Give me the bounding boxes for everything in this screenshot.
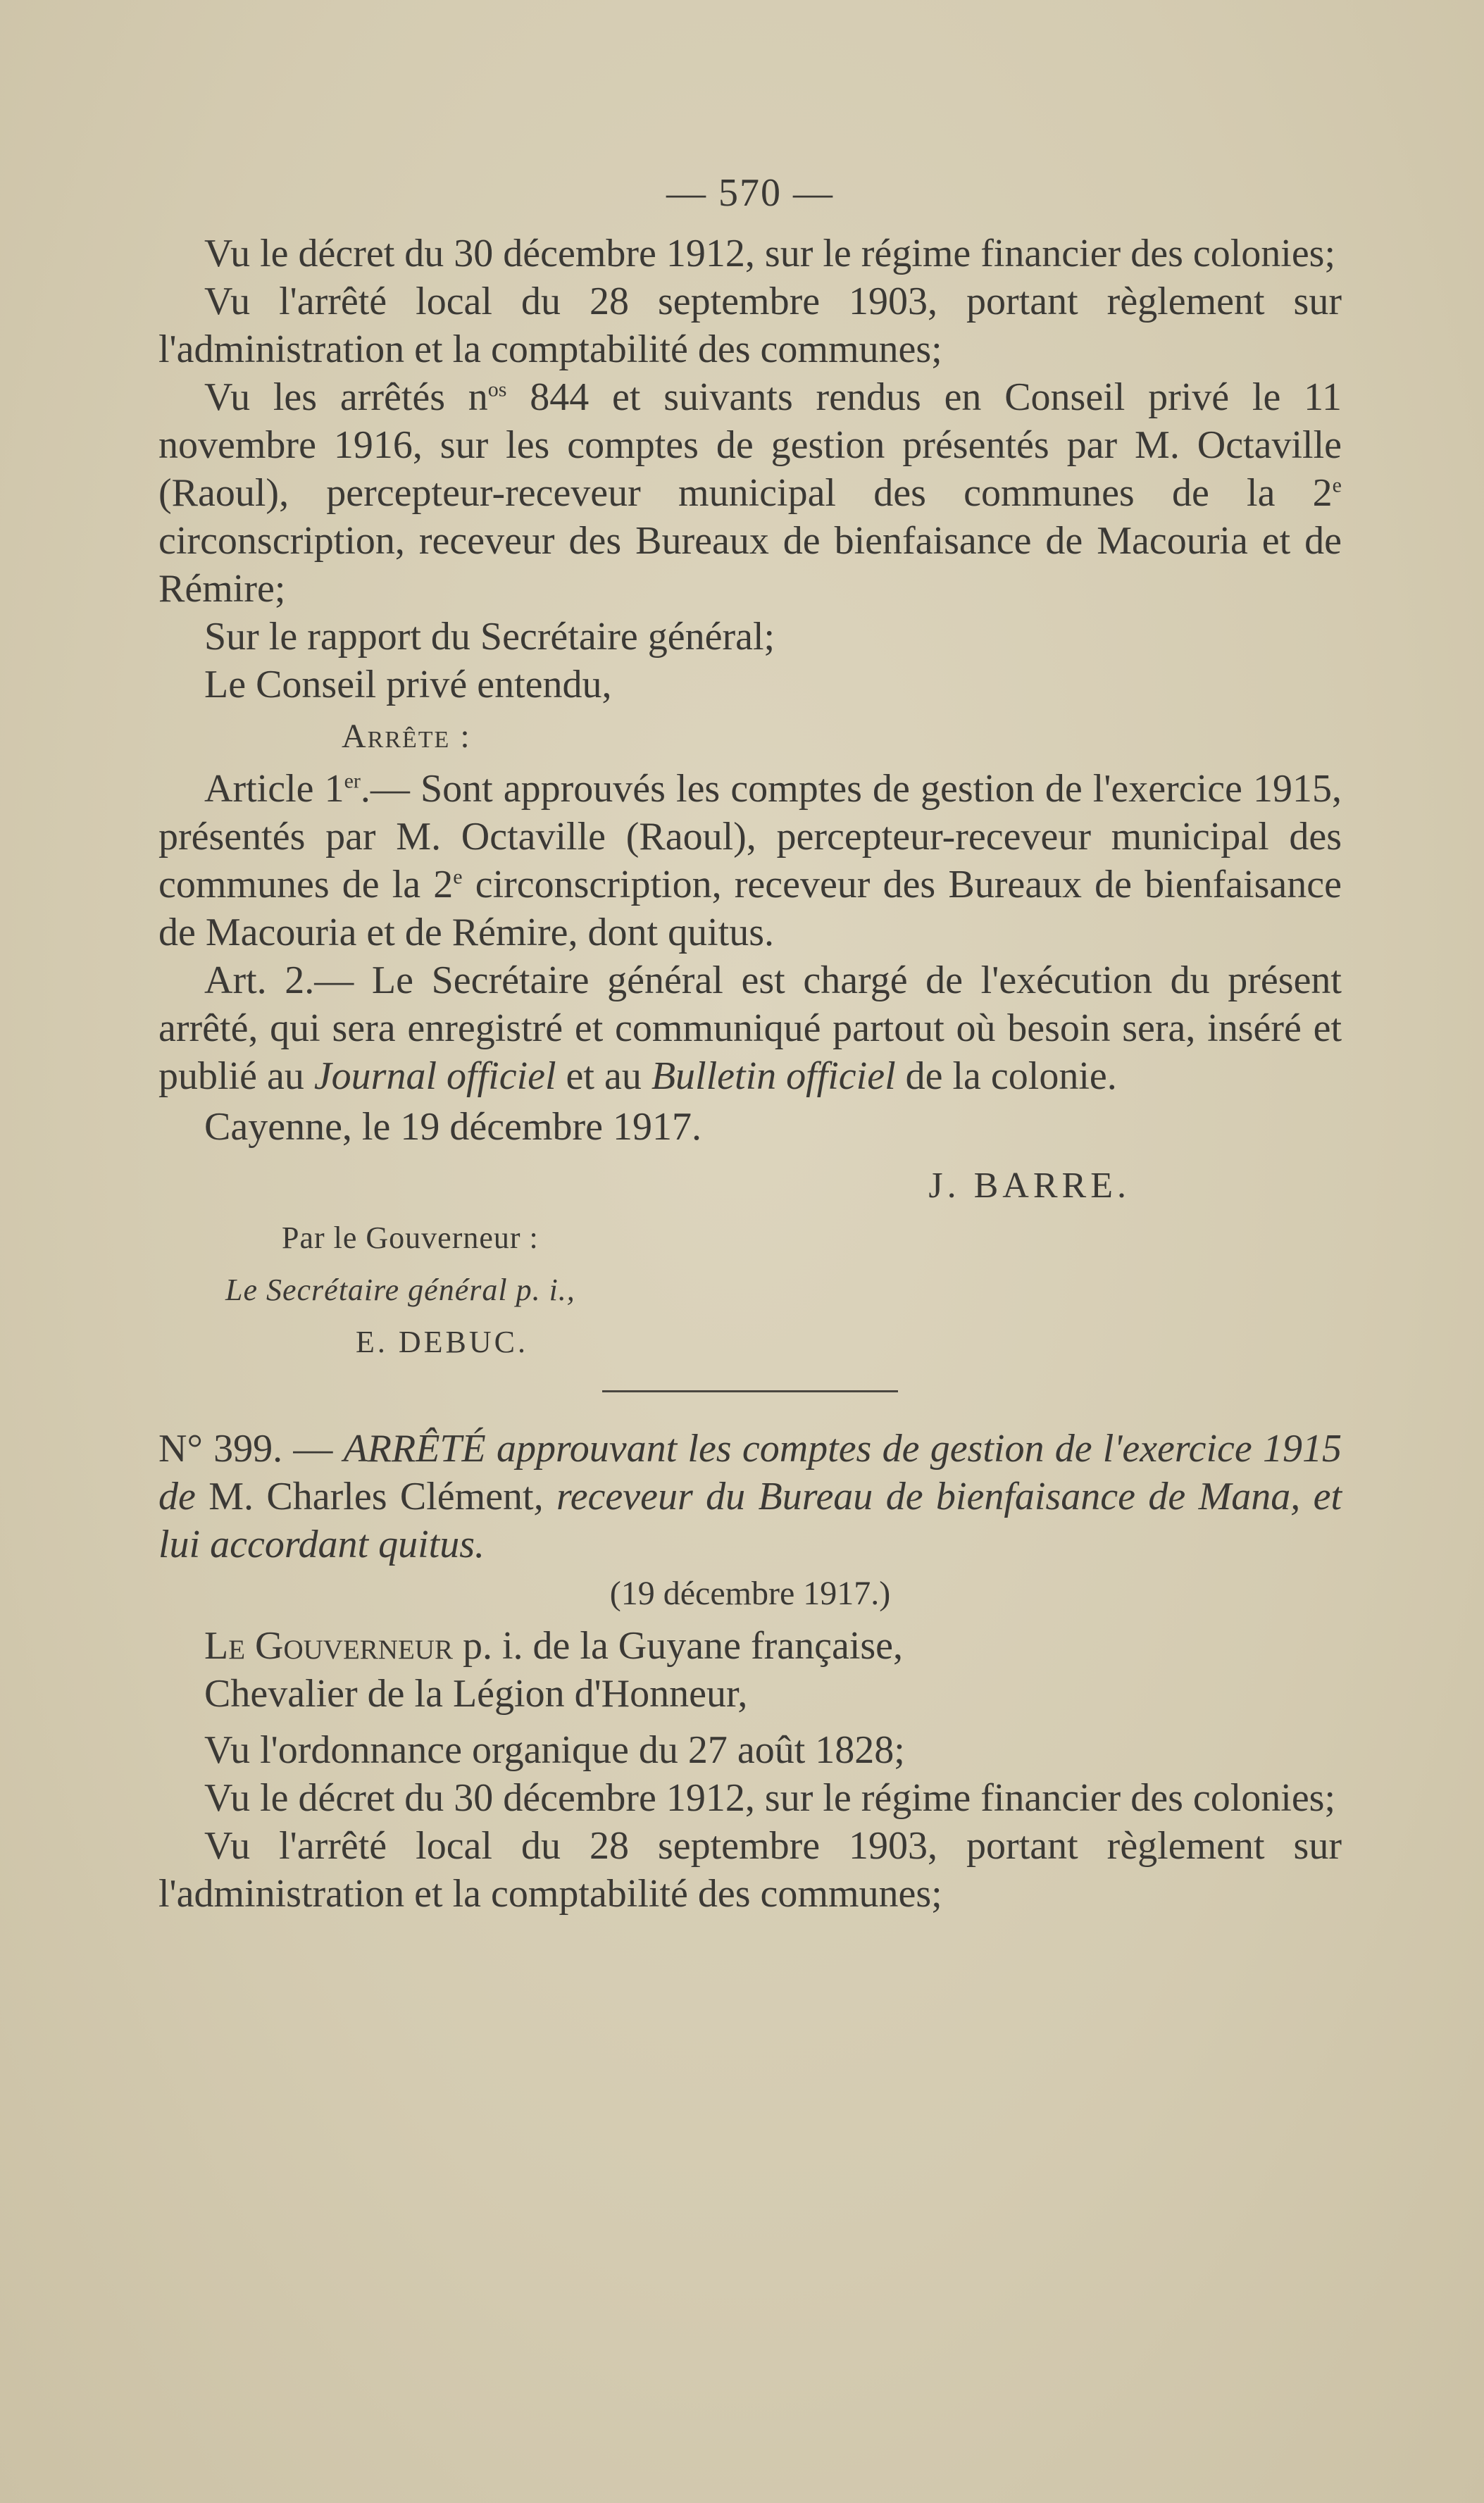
- page-number: — 570 —: [666, 171, 834, 215]
- paragraph-decret-2: Vu le décret du 30 décembre 1912, sur le régime financier des colonies;: [204, 1776, 1336, 1820]
- journal-officiel: Journal officiel: [313, 1054, 556, 1098]
- secretaire-general: Le Secrétaire général p. i.,: [225, 1273, 575, 1307]
- text-span: Art. 2.— Le Secrétaire général est chargé de l'exécution du présent arrêté, qui sera enregistré et communiqué partout où besoin sera, inséré et publié au: [158, 959, 1342, 1098]
- gouverneur-line: [158, 1622, 1342, 1670]
- arrete-heading: Arrête :: [342, 718, 471, 755]
- paragraph-rapport: Sur le rapport du Secrétaire général;: [204, 615, 775, 658]
- paragraph-arrete-local: Vu l'arrêté local du 28 septembre 1903, portant règlement sur l'administration et la comptabilité des communes;: [158, 280, 1342, 371]
- bulletin-officiel: Bulletin officiel: [651, 1054, 896, 1098]
- text-span: de la colonie.: [895, 1054, 1117, 1098]
- par-le-gouverneur: Par le Gouverneur :: [282, 1221, 539, 1255]
- paragraph-conseil: Le Conseil privé entendu,: [204, 663, 612, 706]
- arrete-number: N° 399. —: [158, 1427, 344, 1471]
- paragraph-decret: Vu le décret du 30 décembre 1912, sur le régime financier des colonies;: [204, 232, 1336, 275]
- paragraph-arrete-local-2: Vu l'arrêté local du 28 septembre 1903, portant règlement sur l'administration et la comptabilité des communes;: [158, 1824, 1342, 1916]
- chevalier-line: Chevalier de la Légion d'Honneur,: [204, 1672, 748, 1716]
- paragraph-arretes-844: [158, 373, 1342, 613]
- title-text: , receveur du Bureau de bienfaisance de Mana, et lui accordant quitus.: [158, 1475, 1342, 1566]
- text-span: Vu les arrêtés n: [204, 375, 488, 419]
- article-2: [158, 956, 1342, 1100]
- signature-barre: J. BARRE.: [928, 1166, 1130, 1206]
- article-1: [158, 765, 1342, 956]
- text-span: .— Sont approuvés les comptes de gestion de l'exercice 1915, présentés par M. Octaville (Raoul), percepteur-receveur municipal des communes de la 2: [158, 767, 1342, 906]
- paragraph-ordonnance: Vu l'ordonnance organique du 27 août 1828;: [204, 1728, 905, 1772]
- superscript: er: [344, 769, 361, 793]
- gouverneur-label: Le Gouverneur: [204, 1624, 453, 1668]
- title-name: M. Charles Clément: [208, 1475, 534, 1518]
- superscript: e: [453, 865, 463, 889]
- superscript: os: [487, 377, 507, 401]
- document-page: [158, 169, 1342, 1918]
- date-line: Cayenne, le 19 décembre 1917.: [204, 1105, 702, 1149]
- arrete-date: (19 décembre 1917.): [609, 1575, 891, 1612]
- text-span: p. i. de la Guyane française,: [452, 1624, 904, 1668]
- arrete-399-title: [158, 1425, 1342, 1568]
- superscript: e: [1332, 473, 1342, 497]
- text-span: Article 1: [204, 767, 344, 811]
- section-divider: [602, 1390, 898, 1392]
- text-span: et au: [556, 1054, 651, 1098]
- title-text: ARRÊTÉ approuvant les comptes de gestion de l'exercice 1915 de: [158, 1427, 1342, 1518]
- text-span: circonscription, receveur des Bureaux de bienfaisance de Macouria et de Rémire;: [158, 519, 1342, 611]
- text-span: circonscription, receveur des Bureaux de bienfaisance de Macouria et de Rémire, dont quitus.: [158, 863, 1342, 954]
- text-span: 844 et suivants rendus en Conseil privé le 11 novembre 1916, sur les comptes de gestion présentés par M. Octaville (Raoul), percepteur-receveur municipal des communes de la 2: [158, 375, 1342, 515]
- secretaire-name: E. DEBUC.: [356, 1325, 528, 1359]
